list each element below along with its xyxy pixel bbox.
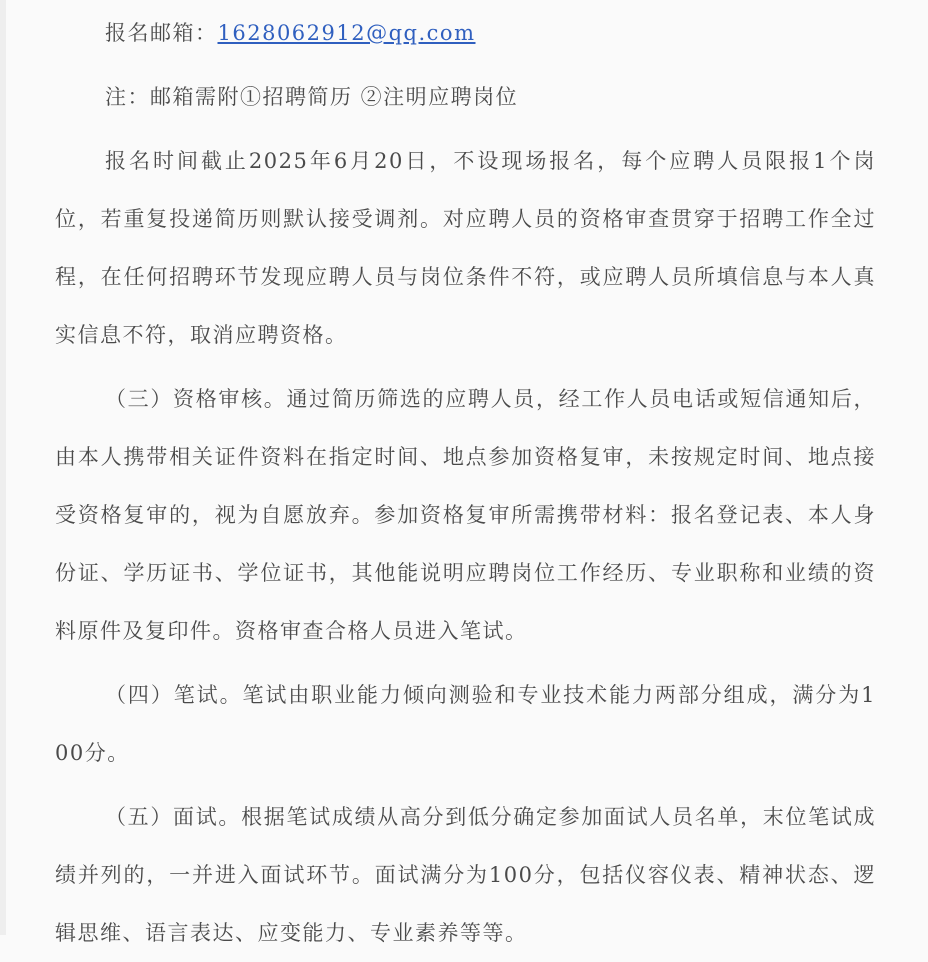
note-line: 注：邮箱需附①招聘简历 ②注明应聘岗位 [105,85,519,109]
qualification-paragraph: （三）资格审核。通过简历筛选的应聘人员，经工作人员电话或短信通知后，由本人携带相关证件资料在指定时间、地点参加资格复审，未按规定时间、地点接受资格复审的，视为自愿放弃。参加资格复审所需携带材料：报名登记表、本人身份证、学历证书、学位证书，其他能说明应聘岗位工作经历、专业职称和业绩的资料原件及复印件。资格审查合格人员进入笔试。 [55,387,876,643]
document-content [55,4,876,962]
registration-paragraph: 报名时间截止2025年6月20日，不设现场报名，每个应聘人员限报1个岗位，若重复投递简历则默认接受调剂。对应聘人员的资格审查贯穿于招聘工作全过程，在任何招聘环节发现应聘人员与岗位条件不符，或应聘人员所填信息与本人真实信息不符，取消应聘资格。 [55,149,876,347]
page-left-edge [0,0,6,935]
email-label: 报名邮箱： [105,21,218,45]
written-exam-paragraph: （四）笔试。笔试由职业能力倾向测验和专业技术能力两部分组成，满分为100分。 [55,683,876,765]
email-line [55,4,876,62]
interview-paragraph: （五）面试。根据笔试成绩从高分到低分确定参加面试人员名单，末位笔试成绩并列的，一并进入面试环节。面试满分为100分，包括仪容仪表、精神状态、逻辑思维、语言表达、应变能力、专业素养等等。 [55,805,876,945]
email-link[interactable]: 1628062912@qq.com [217,21,476,45]
